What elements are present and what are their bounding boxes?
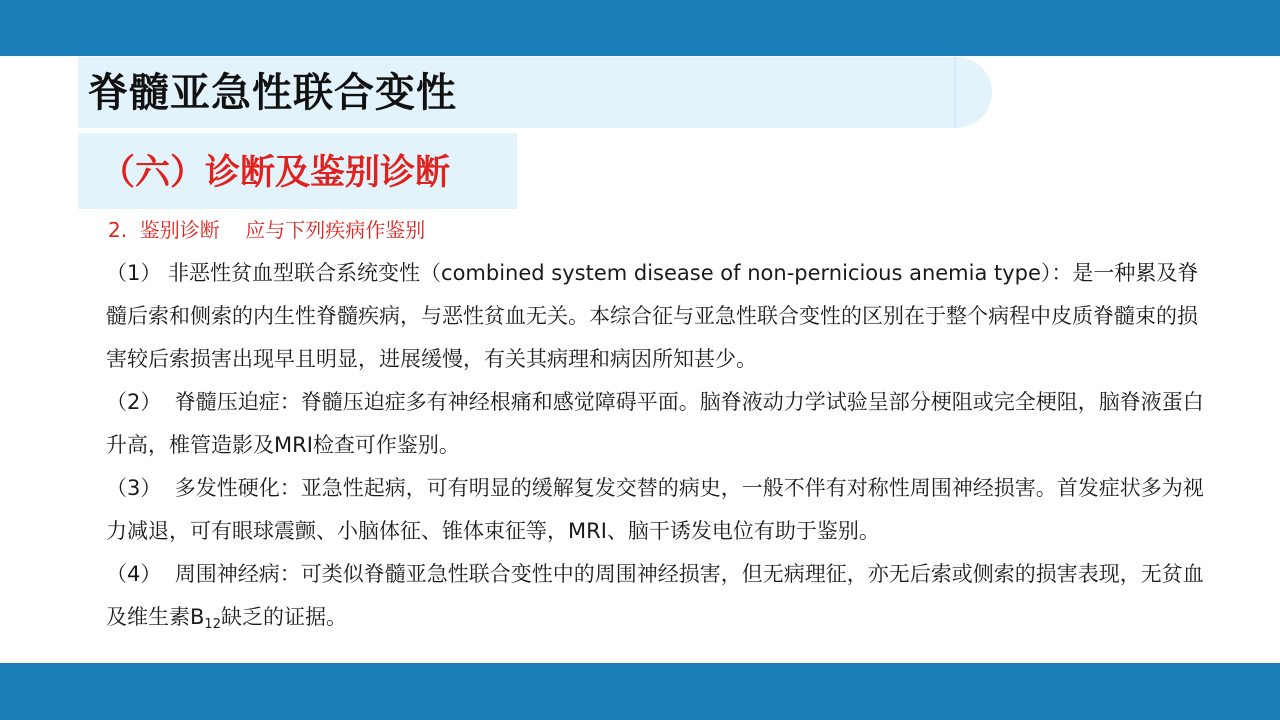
title-bar-rounded-end [920,57,992,128]
body-text [106,252,1206,639]
bottom-color-band [0,663,1280,720]
paragraph-1: （1） 非恶性贫血型联合系统变性（combined system disease of non-pernicious anemia type）：是一种累及脊髓后索和侧索的内生性脊髓疾病，与恶性贫血无关。本综合征与亚急性联合变性的区别在于整个病程中皮质脊髓束的损害较后索损害出现早且明显，进展缓慢，有关其病理和病因所知甚少。 [106,261,1199,371]
paragraph-2: （2） 脊髓压迫症：脊髓压迫症多有神经根痛和感觉障碍平面。脑脊液动力学试验呈部分梗阻或完全梗阻，脑脊液蛋白升高，椎管造影及MRI检查可作鉴别。 [106,390,1204,457]
paragraph-4 [106,553,1206,639]
differential-diagnosis-subheading: 2. 鉴别诊断 应与下列疾病作鉴别 [108,218,426,242]
top-color-band [0,0,1280,56]
section-title: （六）诊断及鉴别诊断 [100,153,451,193]
paragraph-3: （3） 多发性硬化：亚急性起病，可有明显的缓解复发交替的病史，一般不伴有对称性周围神经损害。首发症状多为视力减退，可有眼球震颤、小脑体征、锥体束征等，MRI、脑干诱发电位有助于鉴别。 [106,476,1204,543]
vitamin-b12-subscript: 12 [204,617,221,632]
page-title: 脊髓亚急性联合变性 [88,70,457,116]
paragraph-4-ending: 缺乏的证据。 [220,605,347,629]
paragraph-4-text: （4） 周围神经病：可类似脊髓亚急性联合变性中的周围神经损害，但无病理征，亦无后索或侧索的损害表现，无贫血及维生素B [106,562,1204,629]
